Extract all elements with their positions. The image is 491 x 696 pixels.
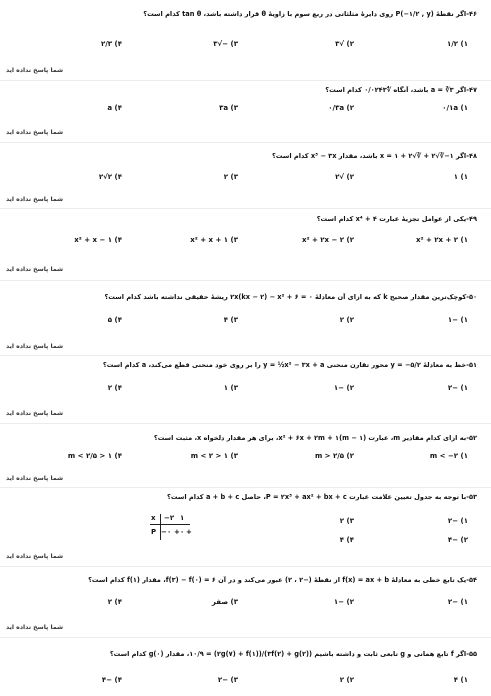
option-3[interactable]: ۳) ۳a — [219, 104, 238, 112]
question-53: ۵۳-با توجه به جدول تعیین علامت عبارت P = ۲x³ + ax² + bx + c، حاصل a + b + c کدام است؟ — [167, 493, 477, 501]
option-1[interactable]: ۱) −۱ — [447, 316, 468, 324]
no-answer-status: شما پاسخ نداده اید — [6, 410, 64, 417]
divider — [0, 80, 491, 81]
divider — [0, 355, 491, 356]
table-zero: ۰ — [167, 528, 172, 536]
question-46: ۴۶-اگر نقطهٔ P(−۱/۲ , y) روی دایرهٔ مثلثاتی در ربع سوم با زاویهٔ θ قرار داشته باشد، tan θ کدام است؟ — [143, 10, 477, 18]
option-4[interactable]: ۴) a — [107, 104, 122, 112]
options-53-row1 — [200, 517, 480, 529]
sign-table — [150, 514, 190, 540]
divider — [0, 142, 491, 143]
question-52: ۵۲-به ازای کدام مقادیر m، عبارت (m − ۱)x² + ۶x + ۲m + ۱، برای هر مقدار دلخواه x، مثبت است؟ — [153, 434, 477, 442]
option-4[interactable]: ۴) x² + x − ۱ — [74, 236, 122, 244]
no-answer-status: شما پاسخ نداده اید — [6, 129, 64, 136]
option-2[interactable]: ۲) m > ۲/۵ — [314, 452, 354, 460]
option-3[interactable]: ۳) ۲ — [339, 517, 354, 525]
option-3[interactable]: ۳) ۱ < m < ۲ — [190, 452, 238, 460]
question-51: ۵۱-خط به معادلهٔ y = −۵/۲ محور تقارن منحنی y = ½x² − ۳x + a را بر روی خود منحنی قطع می‌کند، a کدام است؟ — [102, 361, 477, 369]
option-4[interactable]: ۴) ۲√۲ — [98, 173, 122, 181]
table-sign: + — [186, 528, 192, 536]
options-53-row2 — [200, 536, 480, 548]
table-divider-horizontal — [150, 524, 190, 525]
no-answer-status: شما پاسخ نداده اید — [6, 266, 64, 273]
question-47: ۴۷-اگر a = ∛۳ باشد، آنگاه ∜۰/۰۲۴۳ کدام است؟ — [325, 86, 477, 94]
option-3[interactable]: ۳) ۱ — [223, 384, 238, 392]
option-3[interactable]: ۳) −۲ — [217, 676, 238, 684]
no-answer-status: شما پاسخ نداده اید — [6, 553, 64, 560]
divider — [0, 637, 491, 638]
table-sign: + — [174, 528, 180, 536]
no-answer-status: شما پاسخ نداده اید — [6, 624, 64, 631]
option-2[interactable]: ۲) −۱ — [333, 598, 354, 606]
options-46 — [12, 40, 480, 52]
option-3[interactable]: ۳) ۴ — [223, 316, 238, 324]
option-2[interactable]: ۲) ۰/۳a — [328, 104, 354, 112]
question-55: ۵۵-اگر f تابع همانی و g تابعی ثابت و داشته باشیم (۳f(۲) + g(۲))/(۲g(۷) + f(۱)) = ۱۰/۹، مقدار g(۰) کدام است؟ — [109, 650, 477, 658]
option-4[interactable]: ۴) ۱ < m < ۲/۵ — [67, 452, 122, 460]
option-3[interactable]: ۳) ۲ — [223, 173, 238, 181]
option-1[interactable]: ۱) x² + ۲x + ۲ — [415, 236, 468, 244]
option-1[interactable]: ۱) −۲ — [447, 517, 468, 525]
option-4[interactable]: ۴) ۲ — [107, 598, 122, 606]
option-3[interactable]: ۳) صفر — [211, 598, 238, 606]
options-49 — [12, 236, 480, 248]
no-answer-status: شما پاسخ نداده اید — [6, 343, 64, 350]
option-4[interactable]: ۴) ۲ — [107, 384, 122, 392]
table-divider-vertical — [160, 514, 161, 540]
option-2[interactable]: ۲) √۲ — [335, 173, 354, 181]
option-1[interactable]: ۱) ۱/۲ — [446, 40, 468, 48]
option-4[interactable]: ۴) ۵ — [107, 316, 122, 324]
question-48: ۴۸-اگر ۱−∛√۲ + ∛√۲ + ۱ = x باشد، مقدار x³ − ۳x کدام است؟ — [272, 152, 477, 160]
question-54: ۵۴-یک تابع خطی به معادلهٔ f(x) = ax + b از نقطهٔ (−۲ ، ۲) عبور می‌کند و در آن f(۳) − f(۰) = ۶، مقدار f(۱) کدام است؟ — [88, 576, 477, 584]
divider — [0, 423, 491, 424]
options-48 — [12, 173, 480, 185]
divider — [0, 566, 491, 567]
table-sign: − — [161, 528, 167, 536]
table-x-label: x — [151, 514, 156, 522]
option-1[interactable]: ۱) ۰/۱a — [442, 104, 468, 112]
table-p-label: P — [151, 528, 157, 536]
option-2[interactable]: ۲) ۲ — [339, 316, 354, 324]
option-4[interactable]: ۴) ۴ — [339, 536, 354, 544]
options-52 — [12, 452, 480, 464]
option-2[interactable]: ۲) ۲ — [339, 676, 354, 684]
option-1[interactable]: ۱) ۴ — [453, 676, 468, 684]
option-4[interactable]: ۴) ۲/۳ — [100, 40, 122, 48]
option-2[interactable]: ۲) x² + ۲x − ۲ — [301, 236, 354, 244]
no-answer-status: شما پاسخ نداده اید — [6, 67, 64, 74]
option-1[interactable]: ۱) −۲ — [447, 598, 468, 606]
option-1[interactable]: ۱) m < −۲ — [429, 452, 468, 460]
divider — [0, 487, 491, 488]
options-55 — [12, 676, 480, 688]
option-3[interactable]: ۳) x² + x + ۱ — [190, 236, 238, 244]
table-root: ۱ — [180, 514, 185, 522]
option-3[interactable]: ۳) −√۳ — [213, 40, 238, 48]
question-49: ۴۹-یکی از عوامل تجزیهٔ عبارت x⁴ + ۴ کدام است؟ — [316, 215, 477, 223]
divider — [0, 280, 491, 281]
options-50 — [12, 316, 480, 328]
no-answer-status: شما پاسخ نداده اید — [6, 475, 64, 482]
divider — [0, 208, 491, 209]
no-answer-status: شما پاسخ نداده اید — [6, 196, 64, 203]
option-2[interactable]: ۲) −۱ — [333, 384, 354, 392]
options-47 — [12, 104, 480, 116]
option-1[interactable]: ۱) −۲ — [447, 384, 468, 392]
question-50: ۵۰-کوچک‌ترین مقدار صحیح k که به ازای آن معادلهٔ ۲x(kx − ۲) − x² + ۶ = ۰ ریشهٔ حقیقی نداشته باشد کدام است؟ — [104, 293, 477, 301]
options-51 — [12, 384, 480, 396]
option-1[interactable]: ۱) ۱ — [453, 173, 468, 181]
option-4[interactable]: ۴) −۴ — [101, 676, 122, 684]
table-root: −۲ — [164, 514, 175, 522]
table-zero: ۰ — [180, 528, 185, 536]
option-2[interactable]: ۲) √۳ — [335, 40, 354, 48]
options-54 — [12, 598, 480, 610]
option-2[interactable]: ۲) −۴ — [447, 536, 468, 544]
